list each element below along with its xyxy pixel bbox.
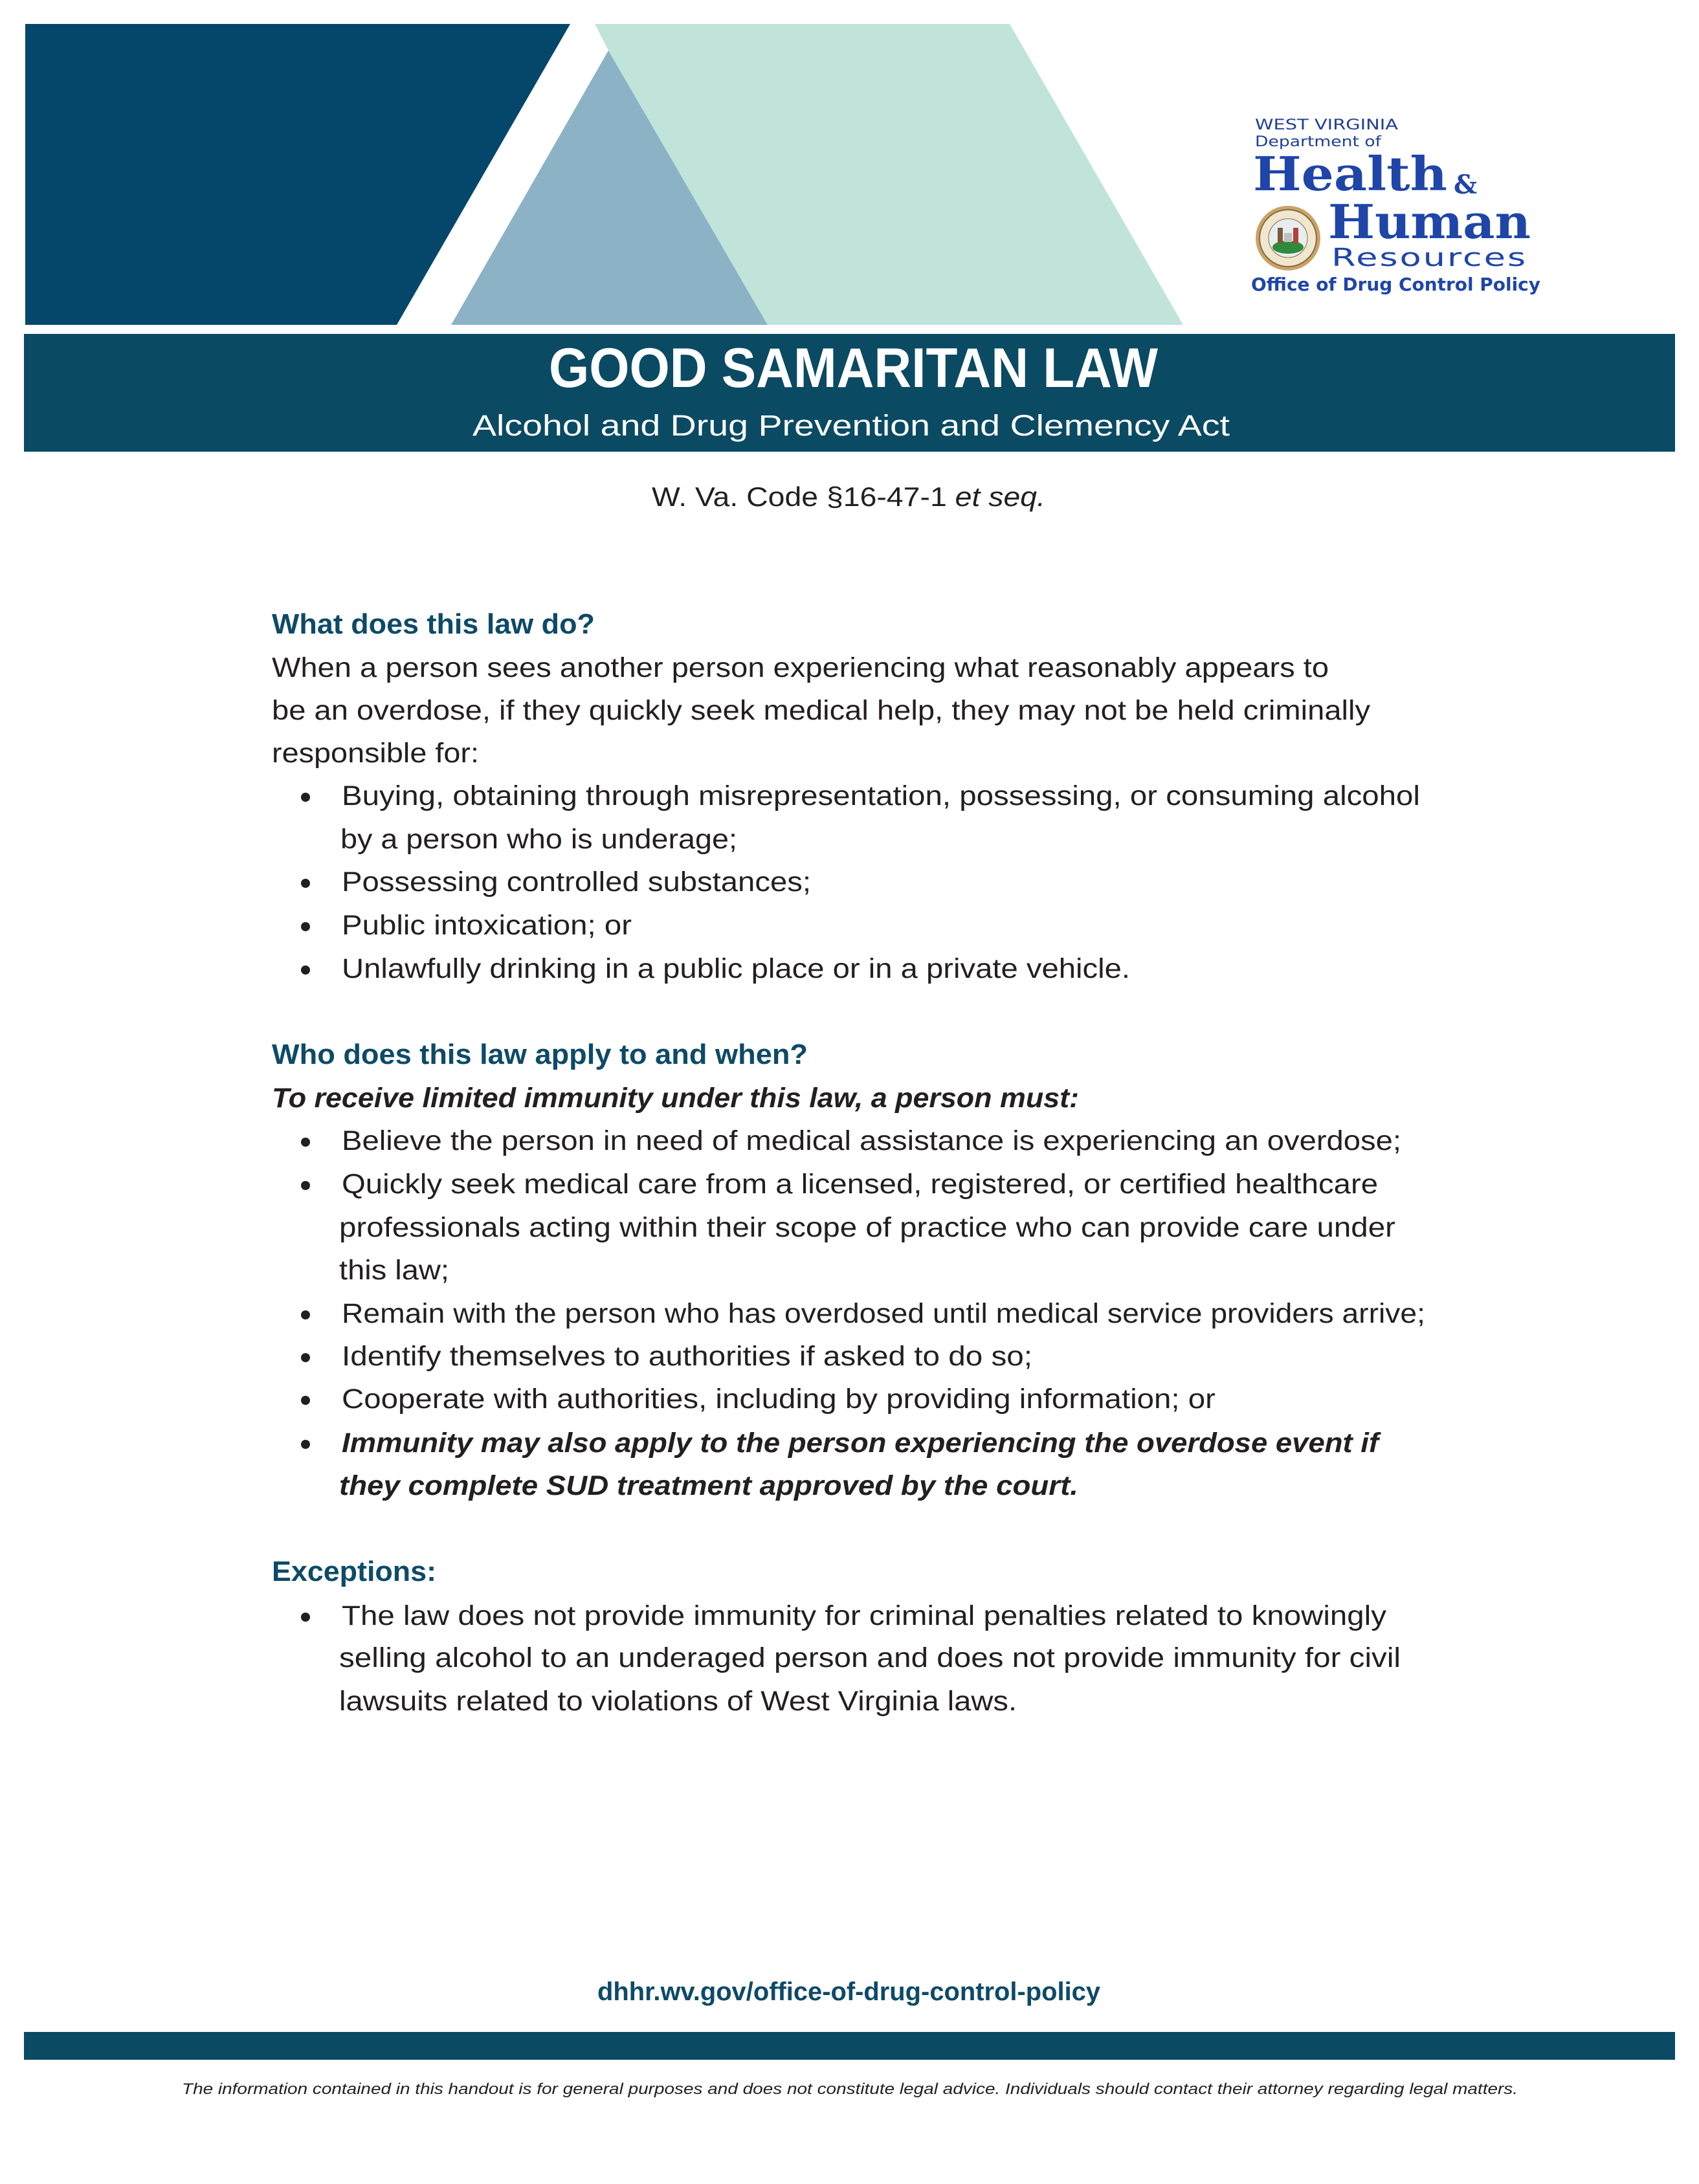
section-heading-what: What does this law do? [272, 608, 595, 640]
list-item-continuation: selling alcohol to an underaged person and does not provide immunity for civil [339, 1642, 1401, 1673]
bullet-icon [301, 1138, 310, 1147]
logo-ampersand: & [1454, 170, 1478, 200]
state-seal-icon [1254, 204, 1322, 272]
bullet-icon [301, 922, 310, 931]
list-item-continuation: this law; [339, 1255, 449, 1286]
bullet-icon [301, 1181, 310, 1190]
website-link[interactable]: dhhr.wv.gov/office-of-drug-control-policy [597, 1978, 1101, 2006]
bullet-icon [301, 1613, 310, 1622]
list-item-emphasis: Immunity may also apply to the person experiencing the overdose event if [342, 1428, 1379, 1459]
list-item-continuation: professionals acting within their scope of practice who can provide care under [339, 1212, 1395, 1243]
section-lead: To receive limited immunity under this law, a person must: [272, 1083, 1080, 1114]
list-item-continuation: they complete SUD treatment approved by the court. [339, 1470, 1078, 1501]
logo-office: Office of Drug Control Policy [1251, 274, 1540, 295]
list-item: The law does not provide immunity for criminal penalties related to knowingly [342, 1600, 1386, 1631]
list-item-continuation: by a person who is underage; [340, 824, 738, 855]
list-item: Unlawfully drinking in a public place or in a private vehicle. [342, 953, 1131, 984]
logo-health: Health [1253, 146, 1448, 201]
logo-line-west-virginia: WEST VIRGINIA [1255, 117, 1398, 133]
intro-line: responsible for: [272, 738, 479, 769]
bullet-icon [301, 793, 310, 802]
list-item: Buying, obtaining through misrepresentation, possessing, or consuming alcohol [342, 780, 1420, 811]
footer-bar [24, 2032, 1675, 2060]
section-heading-who: Who does this law apply to and when? [272, 1039, 808, 1070]
legal-disclaimer: The information contained in this handout is for general purposes and does not constitute legal advice. Individuals should contact their attorney regarding legal matters. [182, 2080, 1518, 2098]
intro-line: be an overdose, if they quickly seek medical help, they may not be held criminally [272, 695, 1371, 726]
code-citation-main: W. Va. Code §16-47-1 [652, 481, 947, 512]
bullet-icon [301, 1396, 310, 1405]
list-item: Public intoxication; or [342, 910, 632, 941]
code-citation-suffix: et seq. [955, 481, 1045, 512]
logo-resources: Resources [1331, 243, 1527, 272]
intro-line: When a person sees another person experiencing what reasonably appears to [272, 652, 1329, 683]
list-item: Remain with the person who has overdosed until medical service providers arrive; [342, 1298, 1425, 1329]
list-item: Believe the person in need of medical assistance is experiencing an overdose; [342, 1125, 1401, 1156]
list-item: Cooperate with authorities, including by providing information; or [342, 1384, 1216, 1415]
list-item-continuation: lawsuits related to violations of West Virginia laws. [339, 1686, 1017, 1717]
list-item: Identify themselves to authorities if asked to do so; [342, 1341, 1032, 1372]
logo-line-department: Department of [1255, 134, 1381, 150]
bullet-icon [301, 1440, 310, 1449]
section-heading-exceptions: Exceptions: [272, 1556, 437, 1587]
page-title: GOOD SAMARITAN LAW [549, 337, 1159, 399]
logo-human: Human [1328, 194, 1531, 249]
bullet-icon [301, 879, 310, 888]
bullet-icon [301, 965, 310, 975]
list-item: Possessing controlled substances; [342, 866, 812, 898]
page-subtitle: Alcohol and Drug Prevention and Clemency Act [472, 409, 1230, 442]
bullet-icon [301, 1310, 310, 1319]
list-item: Quickly seek medical care from a licensed, registered, or certified healthcare [342, 1169, 1379, 1200]
code-citation [652, 483, 1045, 511]
bullet-icon [301, 1353, 310, 1362]
